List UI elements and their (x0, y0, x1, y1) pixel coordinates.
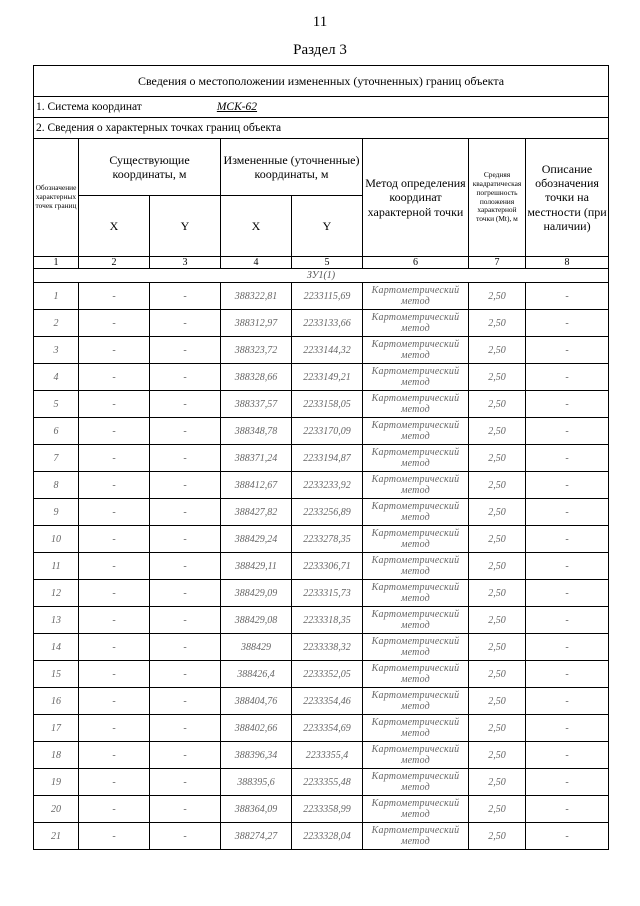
accuracy-cell: 2,50 (469, 796, 526, 823)
changed-y-cell: 2233115,69 (292, 283, 363, 310)
changed-x-cell: 388412,67 (221, 472, 292, 499)
existing-x-cell: - (79, 418, 150, 445)
existing-y-cell: - (150, 796, 221, 823)
table-row (34, 688, 609, 715)
existing-x-cell: - (79, 526, 150, 553)
point-number: 5 (34, 391, 79, 418)
accuracy-cell: 2,50 (469, 580, 526, 607)
point-number: 13 (34, 607, 79, 634)
description-cell: - (526, 607, 609, 634)
point-number: 1 (34, 283, 79, 310)
method-cell: Картометрический метод (363, 337, 469, 364)
changed-y-cell: 2233194,87 (292, 445, 363, 472)
existing-y-cell: - (150, 526, 221, 553)
description-cell: - (526, 337, 609, 364)
group-row (34, 269, 609, 283)
point-number: 14 (34, 634, 79, 661)
table-row (34, 418, 609, 445)
accuracy-cell: 2,50 (469, 823, 526, 850)
method-cell: Картометрический метод (363, 742, 469, 769)
accuracy-cell: 2,50 (469, 445, 526, 472)
changed-y-cell: 2233144,32 (292, 337, 363, 364)
changed-y-cell: 2233354,69 (292, 715, 363, 742)
method-cell: Картометрический метод (363, 823, 469, 850)
changed-y-cell: 2233278,35 (292, 526, 363, 553)
accuracy-cell: 2,50 (469, 688, 526, 715)
table-title: Сведения о местоположении измененных (уточненных) границ объекта (34, 66, 609, 97)
description-cell: - (526, 391, 609, 418)
description-cell: - (526, 418, 609, 445)
method-cell: Картометрический метод (363, 526, 469, 553)
method-cell: Картометрический метод (363, 283, 469, 310)
accuracy-cell: 2,50 (469, 310, 526, 337)
changed-y-cell: 2233158,05 (292, 391, 363, 418)
description-cell: - (526, 715, 609, 742)
method-cell: Картометрический метод (363, 661, 469, 688)
column-number: 3 (150, 257, 221, 269)
changed-x-cell: 388404,76 (221, 688, 292, 715)
header-existing: Существующие координаты, м (79, 139, 221, 196)
point-number: 21 (34, 823, 79, 850)
point-number: 8 (34, 472, 79, 499)
header-changed: Измененные (уточненные) координаты, м (221, 139, 363, 196)
existing-y-cell: - (150, 607, 221, 634)
accuracy-cell: 2,50 (469, 526, 526, 553)
accuracy-cell: 2,50 (469, 553, 526, 580)
method-cell: Картометрический метод (363, 472, 469, 499)
existing-y-cell: - (150, 472, 221, 499)
changed-x-cell: 388274,27 (221, 823, 292, 850)
point-number: 19 (34, 769, 79, 796)
description-cell: - (526, 310, 609, 337)
changed-x-cell: 388371,24 (221, 445, 292, 472)
method-cell: Картометрический метод (363, 364, 469, 391)
existing-x-cell: - (79, 445, 150, 472)
table-row (34, 472, 609, 499)
accuracy-cell: 2,50 (469, 364, 526, 391)
existing-y-cell: - (150, 688, 221, 715)
description-cell: - (526, 796, 609, 823)
existing-y-cell: - (150, 418, 221, 445)
coord-system-label: 1. Система координат (36, 101, 142, 113)
changed-y-cell: 2233170,09 (292, 418, 363, 445)
page-number: 11 (312, 14, 328, 30)
changed-y-cell: 2233358,99 (292, 796, 363, 823)
description-cell: - (526, 823, 609, 850)
column-number: 4 (221, 257, 292, 269)
changed-x-cell: 388395,6 (221, 769, 292, 796)
existing-x-cell: - (79, 715, 150, 742)
accuracy-cell: 2,50 (469, 337, 526, 364)
accuracy-cell: 2,50 (469, 418, 526, 445)
existing-y-cell: - (150, 499, 221, 526)
point-number: 7 (34, 445, 79, 472)
table-row (34, 283, 609, 310)
point-number: 17 (34, 715, 79, 742)
existing-x-cell: - (79, 472, 150, 499)
changed-x-cell: 388429,09 (221, 580, 292, 607)
method-cell: Картометрический метод (363, 310, 469, 337)
accuracy-cell: 2,50 (469, 499, 526, 526)
existing-x-cell: - (79, 553, 150, 580)
method-cell: Картометрический метод (363, 445, 469, 472)
description-cell: - (526, 553, 609, 580)
description-cell: - (526, 688, 609, 715)
method-cell: Картометрический метод (363, 580, 469, 607)
existing-y-cell: - (150, 283, 221, 310)
accuracy-cell: 2,50 (469, 472, 526, 499)
point-number: 10 (34, 526, 79, 553)
table-row (34, 580, 609, 607)
description-cell: - (526, 580, 609, 607)
existing-y-cell: - (150, 580, 221, 607)
column-number: 2 (79, 257, 150, 269)
point-number: 6 (34, 418, 79, 445)
table-row (34, 310, 609, 337)
method-cell: Картометрический метод (363, 688, 469, 715)
changed-x-cell: 388348,78 (221, 418, 292, 445)
boundaries-table (33, 65, 609, 850)
changed-x-cell: 388312,97 (221, 310, 292, 337)
changed-y-cell: 2233133,66 (292, 310, 363, 337)
method-cell: Картометрический метод (363, 553, 469, 580)
table-title-row (34, 66, 609, 97)
header-designation: Обозначение характерных точек границ (34, 139, 79, 257)
existing-x-cell: - (79, 796, 150, 823)
existing-x-cell: - (79, 769, 150, 796)
description-cell: - (526, 283, 609, 310)
description-cell: - (526, 742, 609, 769)
accuracy-cell: 2,50 (469, 742, 526, 769)
description-cell: - (526, 526, 609, 553)
table-row (34, 364, 609, 391)
table-row (34, 634, 609, 661)
existing-x-cell: - (79, 742, 150, 769)
description-cell: - (526, 634, 609, 661)
column-number: 5 (292, 257, 363, 269)
accuracy-cell: 2,50 (469, 715, 526, 742)
changed-x-cell: 388426,4 (221, 661, 292, 688)
description-cell: - (526, 472, 609, 499)
existing-x-cell: - (79, 499, 150, 526)
boundaries-table-frame (33, 65, 608, 850)
changed-y-cell: 2233355,4 (292, 742, 363, 769)
table-row (34, 553, 609, 580)
changed-y-cell: 2233352,05 (292, 661, 363, 688)
coord-system-row (34, 97, 609, 118)
existing-x-cell: - (79, 823, 150, 850)
changed-y-cell: 2233315,73 (292, 580, 363, 607)
existing-y-cell: - (150, 391, 221, 418)
method-cell: Картометрический метод (363, 418, 469, 445)
existing-y-cell: - (150, 445, 221, 472)
changed-x-cell: 388402,66 (221, 715, 292, 742)
existing-x-cell: - (79, 634, 150, 661)
changed-x-cell: 388322,81 (221, 283, 292, 310)
table-row (34, 796, 609, 823)
existing-x-cell: - (79, 661, 150, 688)
method-cell: Картометрический метод (363, 796, 469, 823)
method-cell: Картометрический метод (363, 607, 469, 634)
description-cell: - (526, 661, 609, 688)
table-row (34, 823, 609, 850)
existing-y-cell: - (150, 715, 221, 742)
table-row (34, 661, 609, 688)
accuracy-cell: 2,50 (469, 391, 526, 418)
header-description: Описание обозначения точки на местности (при наличии) (526, 139, 609, 257)
description-cell: - (526, 364, 609, 391)
accuracy-cell: 2,50 (469, 634, 526, 661)
method-cell: Картометрический метод (363, 391, 469, 418)
table-row (34, 499, 609, 526)
changed-x-cell: 388429,11 (221, 553, 292, 580)
point-number: 2 (34, 310, 79, 337)
table-row (34, 607, 609, 634)
description-cell: - (526, 769, 609, 796)
points-label: 2. Сведения о характерных точках границ объекта (34, 118, 609, 139)
existing-x-cell: - (79, 391, 150, 418)
header-method: Метод определения координат характерной точки (363, 139, 469, 257)
method-cell: Картометрический метод (363, 499, 469, 526)
existing-y-cell: - (150, 310, 221, 337)
changed-y-cell: 2233233,92 (292, 472, 363, 499)
changed-y-cell: 2233318,35 (292, 607, 363, 634)
changed-y-cell: 2233338,32 (292, 634, 363, 661)
table-row (34, 769, 609, 796)
table-row (34, 337, 609, 364)
point-number: 20 (34, 796, 79, 823)
point-number: 16 (34, 688, 79, 715)
column-number: 1 (34, 257, 79, 269)
changed-x-cell: 388364,09 (221, 796, 292, 823)
point-number: 9 (34, 499, 79, 526)
changed-y-cell: 2233354,46 (292, 688, 363, 715)
method-cell: Картометрический метод (363, 634, 469, 661)
changed-x-cell: 388328,66 (221, 364, 292, 391)
changed-x-cell: 388396,34 (221, 742, 292, 769)
existing-x-cell: - (79, 337, 150, 364)
section-title: Раздел 3 (293, 42, 347, 58)
point-number: 18 (34, 742, 79, 769)
existing-x-cell: - (79, 283, 150, 310)
changed-y-cell: 2233328,04 (292, 823, 363, 850)
table-row (34, 445, 609, 472)
header-existing-x: X (79, 196, 150, 257)
accuracy-cell: 2,50 (469, 283, 526, 310)
point-number: 15 (34, 661, 79, 688)
point-number: 12 (34, 580, 79, 607)
changed-y-cell: 2233149,21 (292, 364, 363, 391)
point-number: 11 (34, 553, 79, 580)
existing-y-cell: - (150, 364, 221, 391)
existing-x-cell: - (79, 607, 150, 634)
column-number: 7 (469, 257, 526, 269)
changed-x-cell: 388429 (221, 634, 292, 661)
point-number: 3 (34, 337, 79, 364)
description-cell: - (526, 445, 609, 472)
header-existing-y: Y (150, 196, 221, 257)
existing-y-cell: - (150, 553, 221, 580)
accuracy-cell: 2,50 (469, 607, 526, 634)
table-row (34, 391, 609, 418)
header-accuracy: Средняя квадратическая погрешность положения характерной точки (Mt), м (469, 139, 526, 257)
table-row (34, 742, 609, 769)
existing-x-cell: - (79, 310, 150, 337)
changed-x-cell: 388427,82 (221, 499, 292, 526)
column-numbers-row (34, 257, 609, 269)
existing-x-cell: - (79, 688, 150, 715)
description-cell: - (526, 499, 609, 526)
column-number: 6 (363, 257, 469, 269)
method-cell: Картометрический метод (363, 769, 469, 796)
changed-x-cell: 388323,72 (221, 337, 292, 364)
changed-y-cell: 2233355,48 (292, 769, 363, 796)
existing-y-cell: - (150, 742, 221, 769)
accuracy-cell: 2,50 (469, 661, 526, 688)
column-number: 8 (526, 257, 609, 269)
existing-x-cell: - (79, 580, 150, 607)
changed-x-cell: 388429,24 (221, 526, 292, 553)
changed-x-cell: 388429,08 (221, 607, 292, 634)
changed-y-cell: 2233306,71 (292, 553, 363, 580)
accuracy-cell: 2,50 (469, 769, 526, 796)
changed-y-cell: 2233256,89 (292, 499, 363, 526)
existing-x-cell: - (79, 364, 150, 391)
point-number: 4 (34, 364, 79, 391)
method-cell: Картометрический метод (363, 715, 469, 742)
existing-y-cell: - (150, 634, 221, 661)
existing-y-cell: - (150, 823, 221, 850)
group-label: ЗУ1(1) (34, 269, 609, 283)
header-changed-x: X (221, 196, 292, 257)
coord-system-value: МСК-62 (216, 101, 258, 113)
header-changed-y: Y (292, 196, 363, 257)
header-row-1 (34, 139, 609, 196)
table-row (34, 715, 609, 742)
points-label-row (34, 118, 609, 139)
existing-y-cell: - (150, 769, 221, 796)
table-row (34, 526, 609, 553)
changed-x-cell: 388337,57 (221, 391, 292, 418)
existing-y-cell: - (150, 337, 221, 364)
existing-y-cell: - (150, 661, 221, 688)
